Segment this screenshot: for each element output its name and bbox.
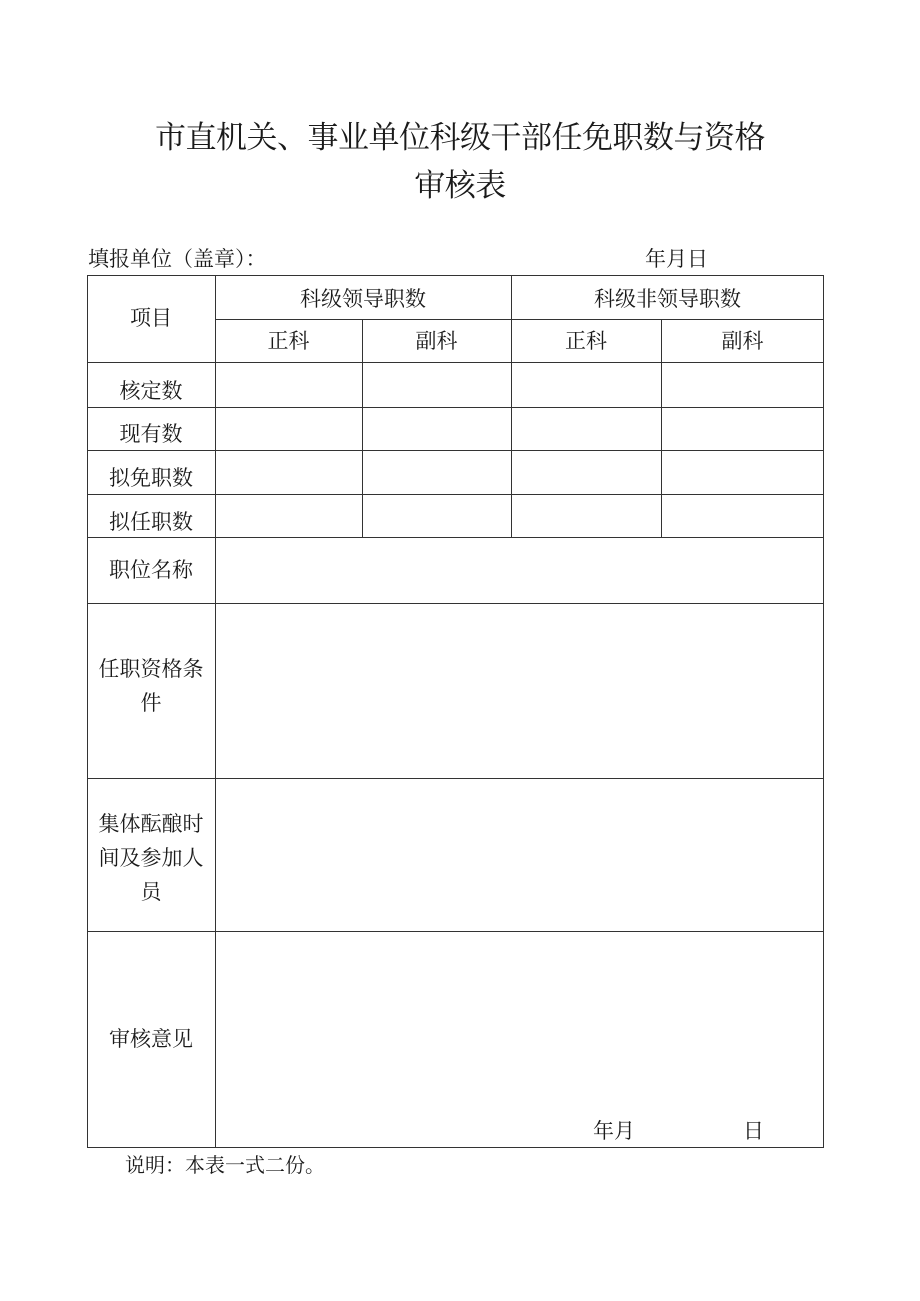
current-non-leader-deputy[interactable]	[661, 407, 824, 450]
row-label-deliberation	[87, 778, 215, 938]
row-label-current: 现有数	[119, 421, 183, 446]
header-non-leader-posts: 科级非领导职数	[594, 287, 741, 311]
header-leader-chief: 正科	[267, 329, 310, 353]
appointments-leader-deputy[interactable]	[362, 494, 511, 537]
form-title-line2: 审核表	[414, 168, 506, 204]
review-sign-year-month: 年月	[593, 1119, 635, 1143]
review-sign-day: 日	[743, 1119, 764, 1143]
position-name-value[interactable]	[215, 537, 824, 603]
row-label-approved: 核定数	[119, 378, 183, 403]
table-border-bottom	[87, 1147, 824, 1148]
qualifications-value[interactable]	[215, 603, 824, 778]
current-leader-deputy[interactable]	[362, 407, 511, 450]
appointments-leader-chief[interactable]	[215, 494, 362, 537]
deliberation-label-line2: 间及参加人	[98, 846, 204, 870]
review-opinion-value[interactable]	[215, 931, 824, 1111]
deliberation-label-line3: 员	[140, 880, 162, 904]
dismissals-leader-deputy[interactable]	[362, 450, 511, 494]
filing-unit-label: 填报单位（盖章）：	[88, 247, 267, 271]
filing-date-label: 年月日	[645, 247, 708, 271]
approved-non-leader-chief[interactable]	[511, 362, 661, 407]
row-label-review-opinion: 审核意见	[109, 1026, 193, 1051]
approved-leader-deputy[interactable]	[362, 362, 511, 407]
approved-leader-chief[interactable]	[215, 362, 362, 407]
row-label-dismissals: 拟免职数	[109, 465, 193, 490]
dismissals-non-leader-deputy[interactable]	[661, 450, 824, 494]
approved-non-leader-deputy[interactable]	[661, 362, 824, 407]
current-non-leader-chief[interactable]	[511, 407, 661, 450]
qualification-label-line1: 任职资格条	[98, 656, 204, 681]
header-leader-deputy: 副科	[415, 329, 458, 353]
row-label-appointments: 拟任职数	[109, 509, 193, 534]
review-table	[87, 275, 824, 1148]
form-title-line1: 市直机关、事业单位科级干部任免职数与资格	[155, 120, 765, 156]
appointments-non-leader-deputy[interactable]	[661, 494, 824, 537]
dismissals-leader-chief[interactable]	[215, 450, 362, 494]
dismissals-non-leader-chief[interactable]	[511, 450, 661, 494]
header-item: 项目	[130, 306, 172, 330]
form-note: 说明：本表一式二份。	[125, 1153, 325, 1177]
header-non-leader-chief: 正科	[565, 329, 607, 353]
appointments-non-leader-chief[interactable]	[511, 494, 661, 537]
current-leader-chief[interactable]	[215, 407, 362, 450]
row-label-position-name: 职位名称	[109, 557, 193, 582]
row-label-qualifications	[87, 603, 215, 768]
deliberation-label-line1: 集体酝酿时	[98, 812, 204, 836]
qualification-label-line2: 件	[140, 690, 162, 715]
deliberation-value[interactable]	[215, 778, 824, 931]
header-leader-posts: 科级领导职数	[300, 287, 426, 311]
header-non-leader-deputy: 副科	[721, 329, 764, 353]
